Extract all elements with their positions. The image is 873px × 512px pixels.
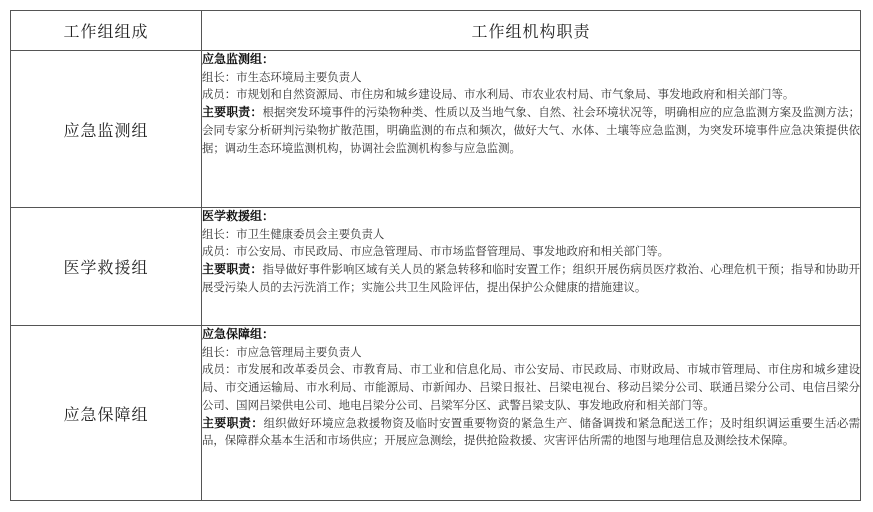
group-duty-cell <box>202 326 861 501</box>
table-header-row <box>11 11 861 51</box>
group-name-cell: 医学救援组 <box>11 208 202 326</box>
duty-label: 主要职责： <box>202 262 263 277</box>
group-leader: 组长：市卫生健康委员会主要负责人 <box>202 226 385 241</box>
duty-text: 指导做好事件影响区域有关人员的紧急转移和临时安置工作；组织开展伤病员医疗救治、心理危机干预；指导和协助开展受污染人员的去污洗消工作；实施公共卫生风险评估，提出保护公众健康的措施建议。 <box>202 262 860 294</box>
group-duty-cell <box>202 208 861 326</box>
header-group-duties: 工作组机构职责 <box>202 11 861 51</box>
group-name-cell: 应急监测组 <box>11 51 202 208</box>
group-duties <box>202 104 860 157</box>
table-row <box>11 208 861 326</box>
duty-text: 根据突发环境事件的污染物种类、性质以及当地气象、自然、社会环境状况等，明确相应的应急监测方案及监测方法；会同专家分析研判污染物扩散范围，明确监测的布点和频次，做好大气、水体、土壤等应急监测，为突发环境事件应急决策提供依据；调动生态环境监测机构，协调社会监测机构参与应急监测。 <box>202 105 860 155</box>
group-duty-cell <box>202 51 861 208</box>
table-row <box>11 326 861 501</box>
group-title: 应急保障组： <box>202 327 275 341</box>
group-duties <box>202 261 860 296</box>
group-name-cell: 应急保障组 <box>11 326 202 501</box>
header-group-composition: 工作组组成 <box>11 11 202 51</box>
duty-label: 主要职责： <box>202 415 264 430</box>
group-members: 成员：市规划和自然资源局、市住房和城乡建设局、市水利局、市农业农村局、市气象局、事发地政府和相关部门等。 <box>202 87 795 102</box>
group-members: 成员：市发展和改革委员会、市教育局、市工业和信息化局、市公安局、市民政局、市财政局、市城市管理局、市住房和城乡建设局、市交通运输局、市水利局、市能源局、市新闻办、吕梁日报社、吕梁电视台、移动吕梁分公司、联通吕梁分公司、电信吕梁分公司、国网吕梁供电公司、地电吕梁分公司、吕梁军分区、武警吕梁支队、事发地政府和相关部门等。 <box>202 362 860 412</box>
group-leader: 组长：市应急管理局主要负责人 <box>202 344 362 359</box>
group-title: 应急监测组： <box>202 52 275 66</box>
duty-label: 主要职责： <box>202 105 263 120</box>
group-members: 成员：市公安局、市民政局、市应急管理局、市市场监督管理局、事发地政府和相关部门等。 <box>202 244 670 259</box>
working-group-table <box>10 10 861 501</box>
table-row <box>11 51 861 208</box>
group-leader: 组长：市生态环境局主要负责人 <box>202 69 362 84</box>
group-title: 医学救援组： <box>202 209 275 223</box>
duty-text: 组织做好环境应急救援物资及临时安置重要物资的紧急生产、储备调拨和紧急配送工作；及时组织调运重要生活必需品，保障群众基本生活和市场供应；开展应急测绘，提供抢险救援、灾害评估所需的地图与地理信息及测绘技术保障。 <box>202 415 860 448</box>
group-duties <box>202 415 860 450</box>
